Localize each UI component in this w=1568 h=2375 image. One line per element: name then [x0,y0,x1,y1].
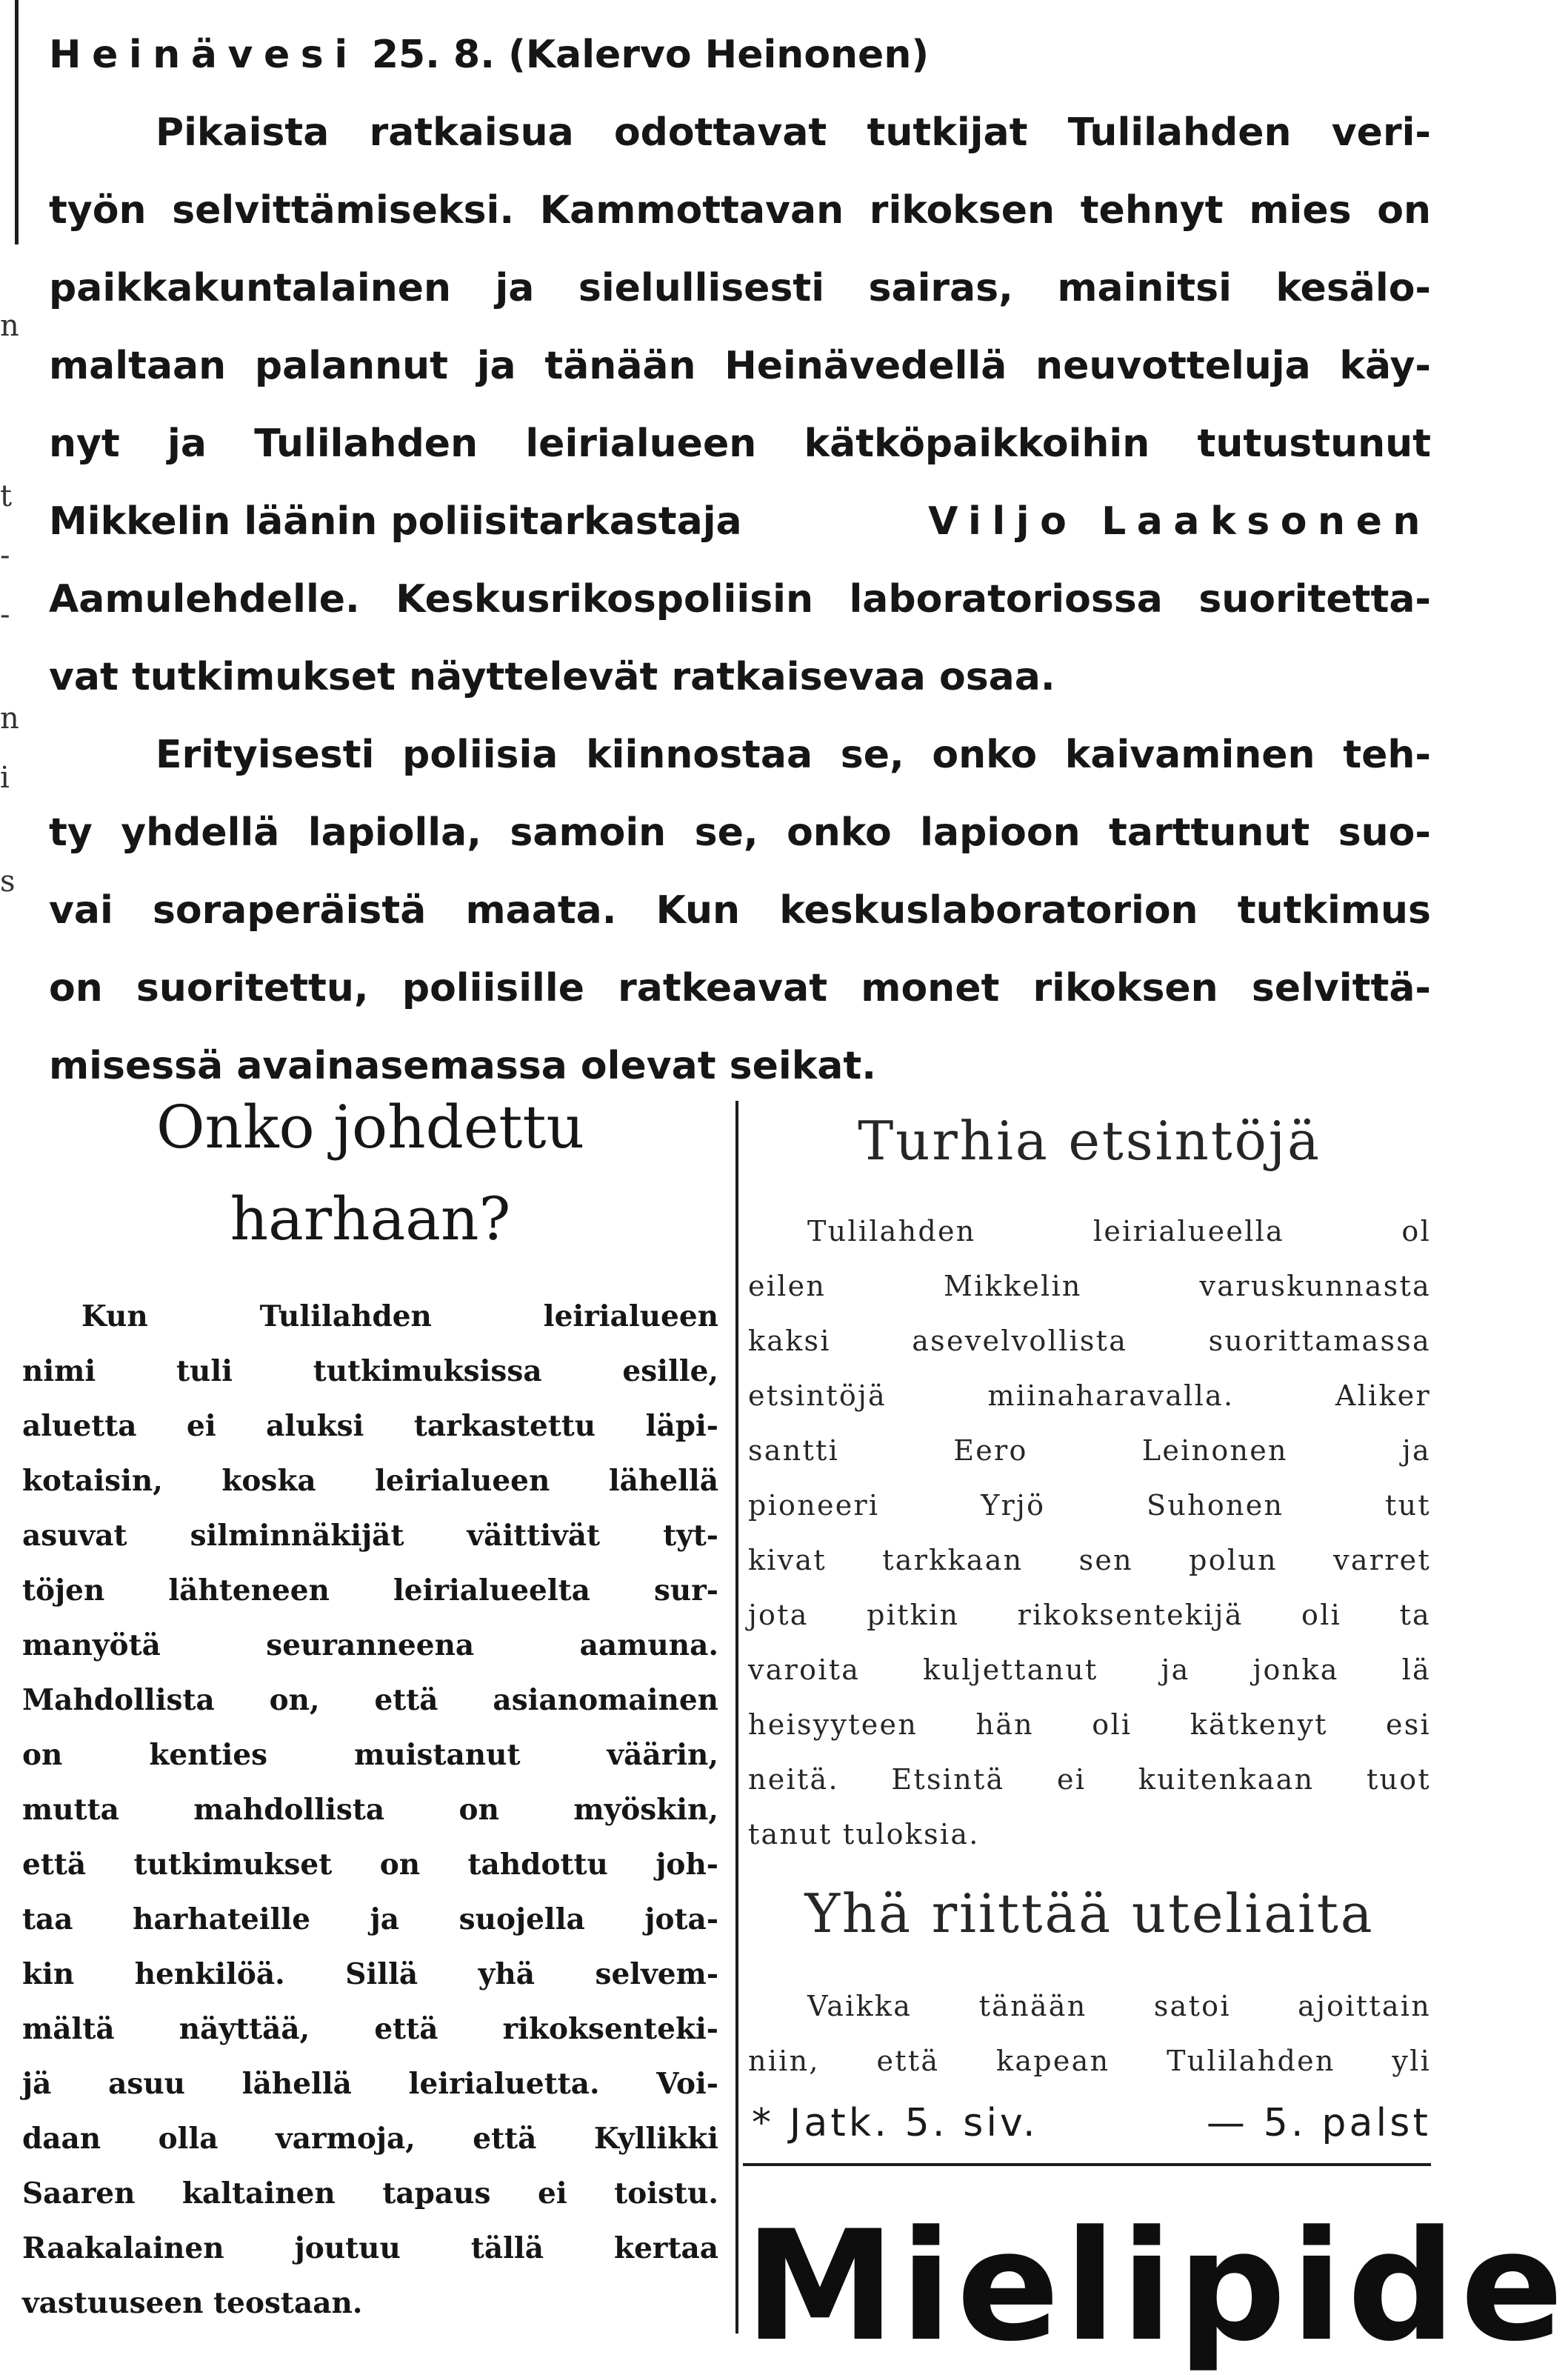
lead-line: Pikaista ratkaisua odottavat tutkijat Tulilahden veri- [156,110,1431,155]
body-line: heisyyteen hän oli kätkenyt esi [748,1708,1431,1741]
body-line: manyötä seuranneena aamuna. [22,1628,718,1662]
lead-line: Mikkelin läänin poliisitarkastaja [49,499,742,544]
edge-letter: n [0,309,19,343]
body-line: Mahdollista on, että asianomainen [22,1683,718,1717]
body-line: Raakalainen joutuu tällä kertaa [22,2231,718,2265]
lead-line: työn selvittämiseksi. Kammottavan rikoksen tehnyt mies on [49,188,1431,233]
edge-letter: - [0,539,10,573]
right-column-heading: Turhia etsintöjä [858,1110,1321,1172]
body-line: kotaisin, koska leirialueen lähellä [22,1464,718,1498]
body-line: mutta mahdollista on myöskin, [22,1793,718,1827]
body-line: töjen lähteneen leirialueelta sur- [22,1573,718,1608]
lead-line: misessä avainasemassa olevat seikat. [49,1044,877,1088]
dateline-rest: 25. 8. (Kalervo Heinonen) [371,33,930,77]
body-line: kaksi asevelvollista suorittamassa [748,1325,1431,1357]
edge-letter: s [0,865,16,899]
body-line: vastuuseen teostaan. [22,2286,363,2320]
body-line: Kun Tulilahden leirialueen [81,1299,718,1333]
body-line: on kenties muistanut väärin, [22,1738,718,1772]
lead-line-inspector [49,483,1431,561]
body-line: santti Eero Leinonen ja [748,1434,1431,1467]
body-line: mältä näyttää, että rikoksenteki- [22,2012,718,2046]
lead-article [49,16,1431,1105]
body-line: Vaikka tänään satoi ajoittain [807,1990,1431,2022]
body-line: neitä. Etsintä ei kuitenkaan tuot [748,1763,1431,1796]
right-column-body-2 [748,1979,1431,2088]
body-line: taa harhateille ja suojella jota- [22,1902,718,1936]
body-line: aluetta ei aluksi tarkastettu läpi- [22,1409,718,1443]
body-line: kivat tarkkaan sen polun varret [748,1544,1431,1576]
right-column-body [748,1204,1431,1862]
right-column-subheading: Yhä riittää uteliaita [804,1882,1375,1945]
next-section-headline: Mielipide [744,2199,1568,2375]
body-line: varoita kuljettanut ja jonka lä [748,1653,1431,1686]
body-line: kin henkilöä. Sillä yhä selvem- [22,1957,718,1991]
lead-line: Erityisesti poliisia kiinnostaa se, onko kaivaminen teh- [156,733,1431,777]
body-line: nimi tuli tutkimuksissa esille, [22,1354,718,1388]
column-divider [735,1101,738,2334]
lead-line: on suoritettu, poliisille ratkeavat monet rikoksen selvittä- [49,966,1431,1010]
heading-line: Onko johdettu [156,1093,585,1162]
section-rule [743,2163,1431,2166]
lead-line: paikkakuntalainen ja sielullisesti sairas, mainitsi kesälo- [49,266,1431,310]
lead-line: maltaan palannut ja tänään Heinävedellä neuvotteluja käy- [49,344,1431,388]
body-line: asuvat silminnäkijät väittivät tyt- [22,1519,718,1553]
edge-letter: - [0,598,10,632]
body-line: tanut tuloksia. [748,1818,980,1851]
continued-column: — 5. palst [1206,2101,1431,2145]
body-line: pioneeri Yrjö Suhonen tut [748,1489,1431,1522]
edge-letter: n [0,702,19,736]
body-line: jota pitkin rikoksentekijä oli ta [748,1599,1431,1631]
lead-line: ty yhdellä lapiolla, samoin se, onko lapioon tarttunut suo- [49,810,1431,855]
edge-letter: t [0,479,13,513]
heading-line: harhaan? [230,1185,511,1253]
lead-line: vat tutkimukset näyttelevät ratkaisevaa osaa. [49,655,1055,699]
lead-line: nyt ja Tulilahden leirialueen kätköpaikkoihin tutustunut [49,422,1431,466]
edge-letter: i [0,761,10,795]
lead-line: Aamulehdelle. Keskusrikospoliisin laboratoriossa suoritetta- [49,577,1431,622]
body-line: etsintöjä miinaharavalla. Aliker [748,1379,1431,1412]
left-frame-rule [15,0,19,244]
body-line: jä asuu lähellä leirialuetta. Voi- [22,2067,718,2101]
continuation-note [744,2101,1431,2160]
body-line: eilen Mikkelin varuskunnasta [748,1270,1431,1302]
body-line: että tutkimukset on tahdottu joh- [22,1848,718,1882]
body-line: daan olla varmoja, että Kyllikki [22,2122,718,2156]
dateline [49,16,1431,94]
body-line: niin, että kapean Tulilahden yli [748,2045,1431,2077]
dateline-place: Heinävesi [49,33,358,77]
lead-line: vai soraperäistä maata. Kun keskuslaboratorion tutkimus [49,888,1431,933]
body-line: Tulilahden leirialueella ol [807,1215,1431,1248]
inspector-name: Viljo Laaksonen [928,499,1431,544]
left-column-body [22,1289,718,2331]
body-line: Saaren kaltainen tapaus ei toistu. [22,2176,718,2211]
left-column-heading [22,1082,718,1265]
continued-on-page: * Jatk. 5. siv. [752,2101,1038,2145]
